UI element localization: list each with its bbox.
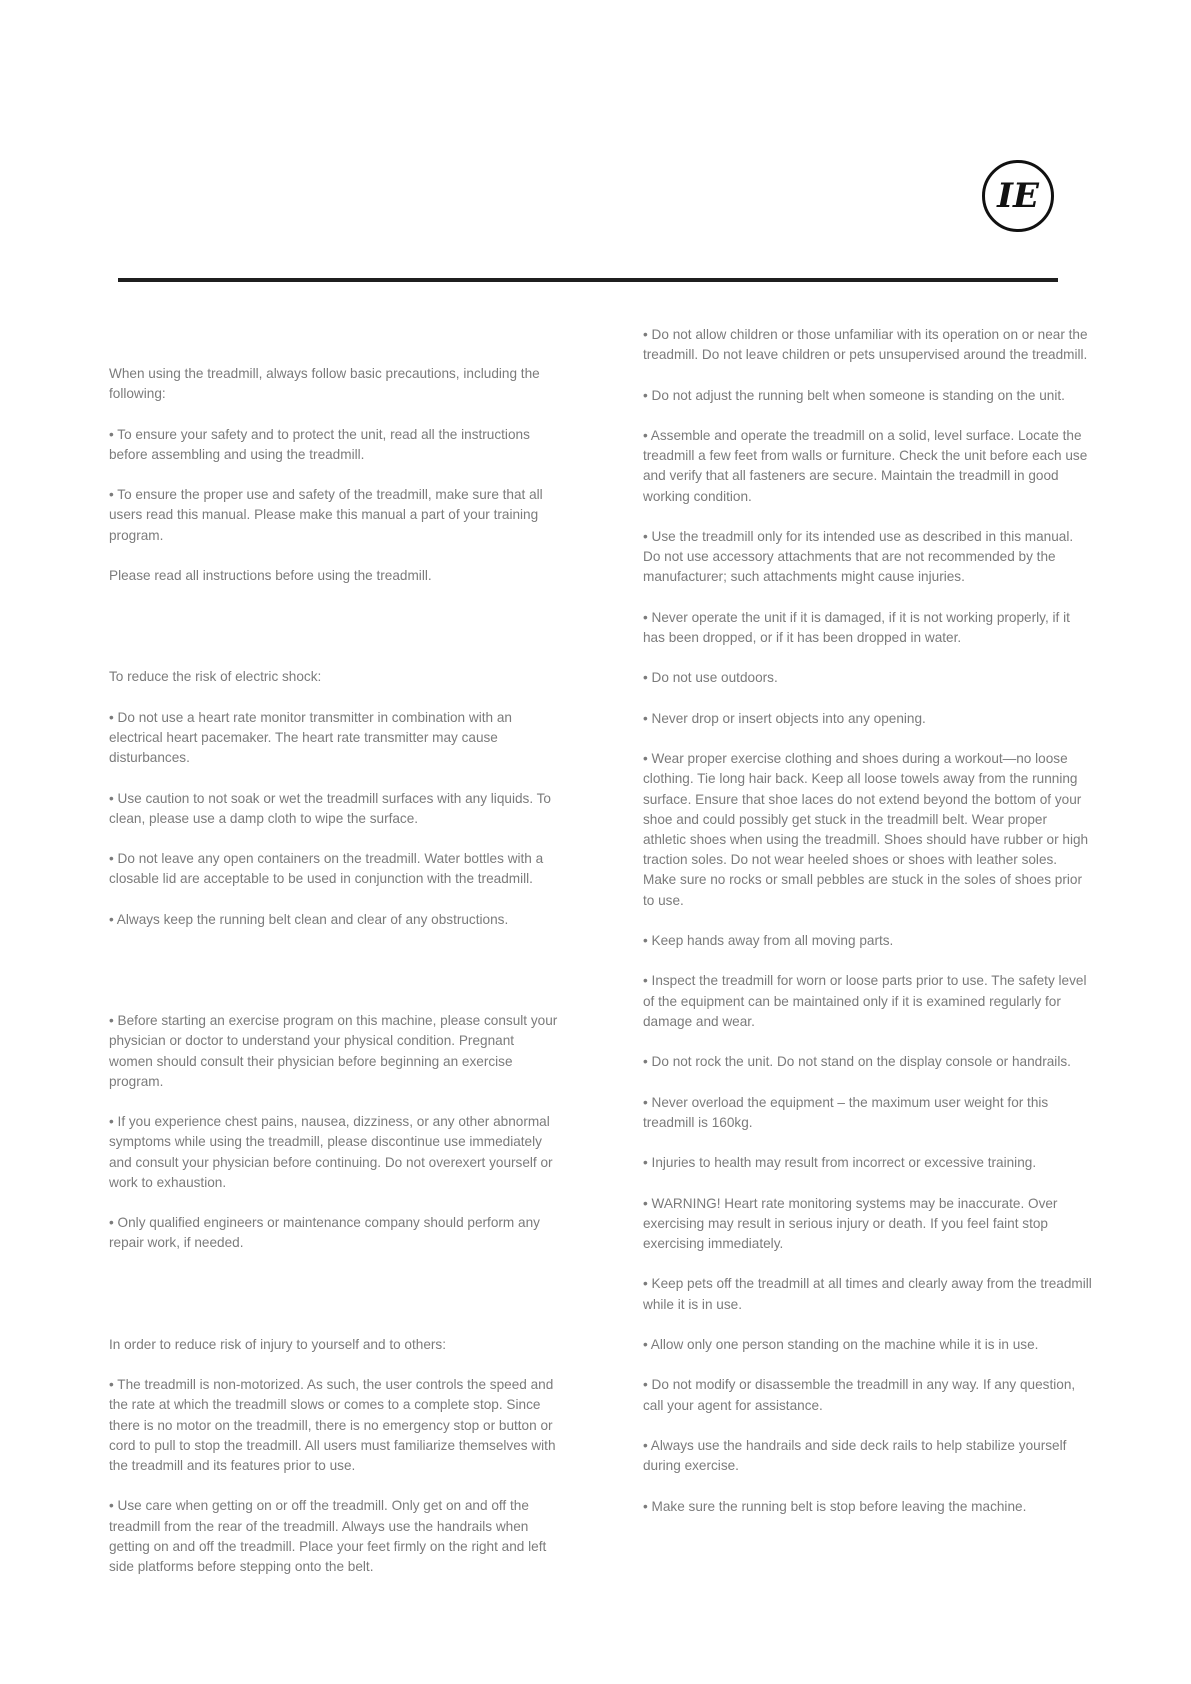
safety-item: • Use the treadmill only for its intended use as described in this manual. Do not use accessory attachments that are not recommended by the manufacturer; such attachments might cause injuries. <box>643 528 1074 585</box>
safety-item: • Allow only one person standing on the machine while it is in use. <box>643 1336 1039 1352</box>
safety-item: • Never overload the equipment – the maximum user weight for this treadmill is 160kg. <box>643 1094 1049 1130</box>
brand-logo-mark <box>990 176 1046 216</box>
header-divider <box>118 278 1058 282</box>
intro-paragraph: When using the treadmill, always follow basic precautions, including the following: <box>109 366 540 402</box>
safety-item: • Assemble and operate the treadmill on a solid, level surface. Locate the treadmill a few feet from walls or furniture. Check the unit before each use and verify that all fasteners are secure. Maintain the treadmill in good working condition. <box>643 427 1088 504</box>
safety-item: • Do not allow children or those unfamiliar with its operation on or near the treadmill. Do not leave children or pets unsupervised around the treadmill. <box>643 327 1088 363</box>
shock-intro: To reduce the risk of electric shock: <box>109 669 322 685</box>
shock-item: • Use caution to not soak or wet the treadmill surfaces with any liquids. To clean, please use a damp cloth to wipe the surface. <box>109 790 551 826</box>
safety-item: • Never drop or insert objects into any opening. <box>643 710 926 726</box>
general-item: • To ensure the proper use and safety of the treadmill, make sure that all users read this manual. Please make this manual a part of your training program. <box>109 487 543 543</box>
safety-item: • Keep pets off the treadmill at all times and clearly away from the treadmill while it is in use. <box>643 1276 1092 1312</box>
health-item: • Only qualified engineers or maintenance company should perform any repair work, if needed. <box>109 1215 540 1251</box>
shock-item: • Do not leave any open containers on the treadmill. Water bottles with a closable lid are acceptable to be used in conjunction with the treadmill. <box>109 851 544 887</box>
safety-item: • Make sure the running belt is stop before leaving the machine. <box>643 1498 1027 1514</box>
health-item: • Before starting an exercise program on this machine, please consult your physician or doctor to understand your physical condition. Pregnant women should consult their physician before beginning an exercise program. <box>109 1013 558 1089</box>
safety-item: • Keep hands away from all moving parts. <box>643 932 894 948</box>
safety-item: • Wear proper exercise clothing and shoes during a workout—no loose clothing. Tie long hair back. Keep all loose towels away from the running surface. Ensure that shoe laces do not extend beyond the bottom of your shoe and could possibly get stuck in the treadmill belt. Wear proper athletic shoes when using the treadmill. Shoes should have rubber or high traction soles. Do not wear heeled shoes or shoes with leather soles. Make sure no rocks or small pebbles are stuck in the soles of shoes prior to use. <box>643 751 1089 908</box>
safety-item: • Do not modify or disassemble the treadmill in any way. If any question, call your agent for assistance. <box>643 1377 1076 1413</box>
safety-item: • Always use the handrails and side deck rails to help stabilize yourself during exercise. <box>643 1437 1067 1474</box>
general-item: • To ensure your safety and to protect the unit, read all the instructions before assembling and using the treadmill. <box>109 426 530 462</box>
right-column <box>643 325 1093 1537</box>
safety-item: • WARNING! Heart rate monitoring systems may be inaccurate. Over exercising may result in serious injury or death. If you feel faint stop exercising immediately. <box>643 1195 1058 1251</box>
injury-item: • Use care when getting on or off the treadmill. Only get on and off the treadmill from the rear of the treadmill. Always use the handrails when getting on and off the treadmill. Place your feet firmly on the right and left side platforms before stepping onto the belt. <box>109 1498 547 1574</box>
safety-item: • Do not rock the unit. Do not stand on the display console or handrails. <box>643 1054 1071 1070</box>
safety-item: • Do not use outdoors. <box>643 670 778 686</box>
brand-logo <box>982 160 1054 232</box>
shock-item: • Always keep the running belt clean and clear of any obstructions. <box>109 911 509 927</box>
safety-item: • Do not adjust the running belt when someone is standing on the unit. <box>643 387 1065 403</box>
safety-item: • Inspect the treadmill for worn or loose parts prior to use. The safety level of the equipment can be maintained only if it is examined regularly for damage and wear. <box>643 973 1087 1029</box>
shock-item: • Do not use a heart rate monitor transmitter in combination with an electrical heart pacemaker. The heart rate transmitter may cause disturbances. <box>109 709 512 766</box>
safety-item: • Injuries to health may result from incorrect or excessive training. <box>643 1155 1037 1171</box>
injury-intro: In order to reduce risk of injury to yourself and to others: <box>109 1336 446 1352</box>
left-column <box>109 364 559 1597</box>
general-item: Please read all instructions before using the treadmill. <box>109 567 432 583</box>
section-gap <box>109 1274 559 1335</box>
section-gap <box>109 950 559 1011</box>
injury-item: • The treadmill is non-motorized. As such, the user controls the speed and the rate at which the treadmill slows or comes to a complete stop. Since there is no motor on the treadmill, there is no emergency stop or button or cord to pull to stop the treadmill. All users must familiarize themselves with the treadmill and its features prior to use. <box>109 1377 556 1473</box>
health-item: • If you experience chest pains, nausea, dizziness, or any other abnormal symptoms while using the treadmill, please discontinue use immediately and consult your physician before continuing. Do not overexert yourself or work to exhaustion. <box>109 1114 553 1190</box>
brand-logo-text: IE <box>997 176 1039 216</box>
section-gap <box>109 606 559 667</box>
safety-item: • Never operate the unit if it is damaged, if it is not working properly, if it has been dropped, or if it has been dropped in water. <box>643 609 1070 645</box>
